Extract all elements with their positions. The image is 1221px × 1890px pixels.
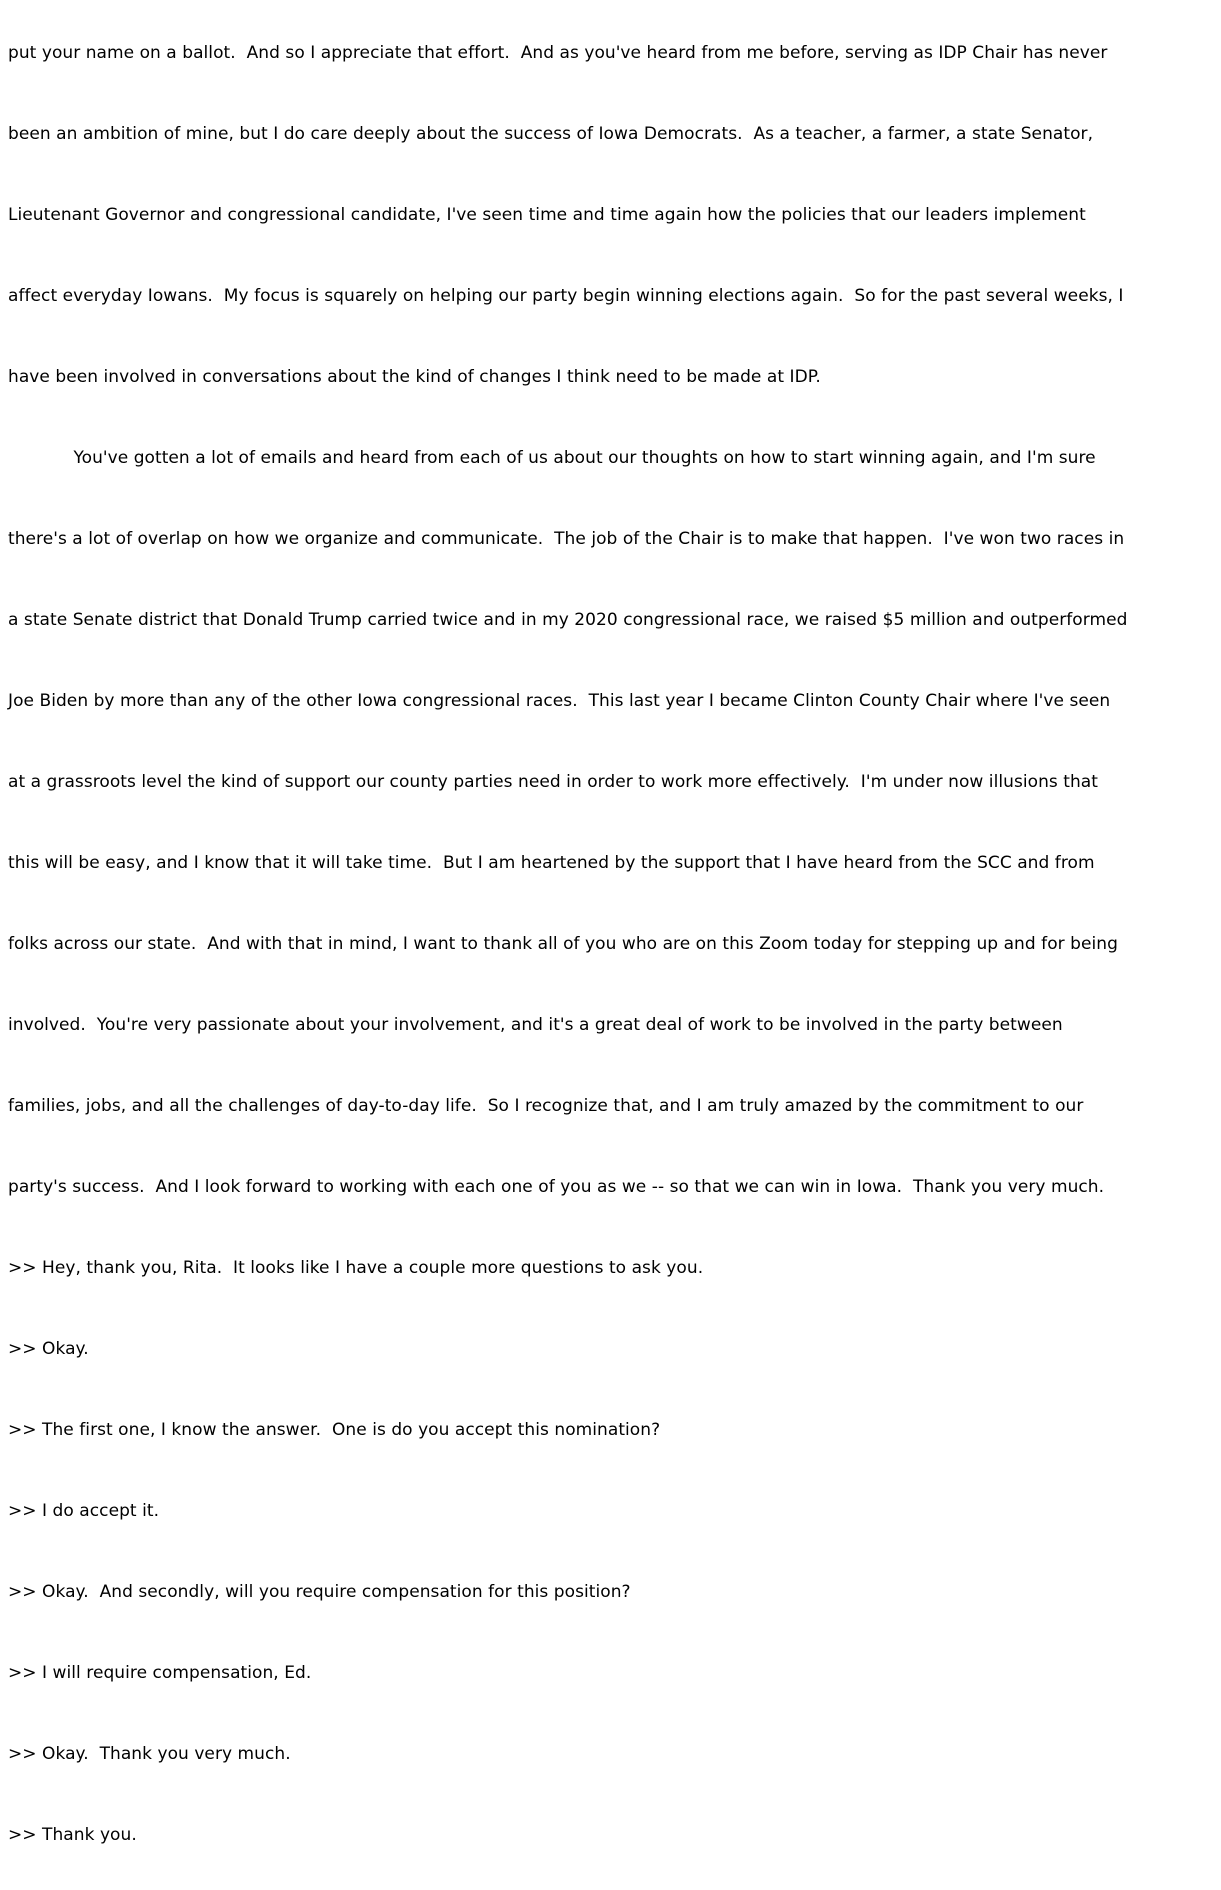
transcript-line: a state Senate district that Donald Trump carried twice and in my 2020 congressional race, we raised $5 million and outperformed xyxy=(8,610,1128,630)
speaker-line: >> I will require compensation, Ed. xyxy=(8,1663,312,1683)
transcript-line: folks across our state. And with that in mind, I want to thank all of you who are on this Zoom today for stepping up and for being xyxy=(8,934,1118,954)
speaker-line: >> The first one, I know the answer. One is do you accept this nomination? xyxy=(8,1420,661,1440)
transcript-line: Lieutenant Governor and congressional candidate, I've seen time and time again how the policies that our leaders implement xyxy=(8,205,1086,225)
speaker-line: >> Hey, thank you, Rita. It looks like I have a couple more questions to ask you. xyxy=(8,1258,704,1278)
transcript-line: put your name on a ballot. And so I appreciate that effort. And as you've heard from me before, serving as IDP Chair has never xyxy=(8,43,1108,63)
transcript-line: have been involved in conversations about the kind of changes I think need to be made at IDP. xyxy=(8,367,821,387)
transcript-line: affect everyday Iowans. My focus is squarely on helping our party begin winning elections again. So for the past several weeks, I xyxy=(8,286,1124,306)
speaker-line: >> Thank you. xyxy=(8,1825,137,1845)
transcript-line: involved. You're very passionate about your involvement, and it's a great deal of work to be involved in the party between xyxy=(8,1015,1063,1035)
speaker-line: >> Okay. And secondly, will you require compensation for this position? xyxy=(8,1582,631,1602)
transcript-line: Joe Biden by more than any of the other Iowa congressional races. This last year I became Clinton County Chair where I've seen xyxy=(8,691,1111,711)
transcript-line: there's a lot of overlap on how we organize and communicate. The job of the Chair is to make that happen. I've won two races in xyxy=(8,529,1125,549)
transcript-line: at a grassroots level the kind of support our county parties need in order to work more effectively. I'm under now illusions that xyxy=(8,772,1098,792)
transcript-line: families, jobs, and all the challenges of day-to-day life. So I recognize that, and I am truly amazed by the commitment to our xyxy=(8,1096,1084,1116)
transcript-line: You've gotten a lot of emails and heard from each of us about our thoughts on how to start winning again, and I'm sure xyxy=(8,448,1096,468)
speaker-line: >> Okay. Thank you very much. xyxy=(8,1744,291,1764)
transcript-line: party's success. And I look forward to working with each one of you as we -- so that we can win in Iowa. Thank you very much. xyxy=(8,1177,1105,1197)
speaker-line: >> I do accept it. xyxy=(8,1501,160,1521)
speaker-line: >> Okay. xyxy=(8,1339,89,1359)
transcript-line: been an ambition of mine, but I do care deeply about the success of Iowa Democrats. As a teacher, a farmer, a state Senator, xyxy=(8,124,1094,144)
transcript-line: this will be easy, and I know that it will take time. But I am heartened by the support that I have heard from the SCC and from xyxy=(8,853,1095,873)
